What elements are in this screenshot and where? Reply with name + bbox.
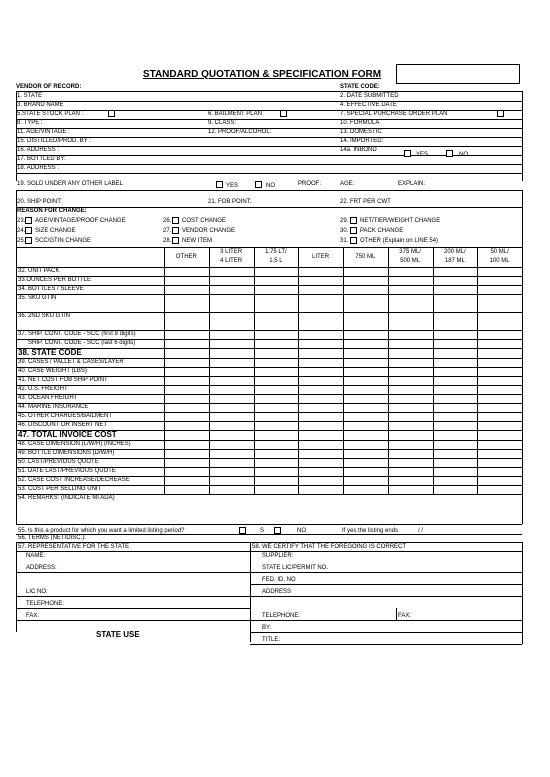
- rule-line: [16, 190, 522, 191]
- rule-line: [254, 247, 255, 494]
- yes-label: YES: [416, 152, 429, 158]
- rule-line: [298, 247, 299, 494]
- vendor-label: VENDOR OF RECORD:: [16, 84, 82, 90]
- row-label: 44. MARINE INSURANCE: [18, 404, 89, 410]
- right-block-label: FED. ID. NO: [262, 577, 296, 583]
- sold-under-yes-checkbox[interactable]: [216, 181, 223, 188]
- rule-line: [522, 542, 523, 644]
- column-header: 200 ML/: [444, 249, 466, 255]
- reason-label: NEW ITEM: [182, 238, 212, 244]
- rule-line: [16, 312, 522, 313]
- rule-line: [522, 91, 523, 181]
- field-label: 13. DOMESTIC: [340, 129, 382, 135]
- proof-label: PROOF:: [298, 181, 322, 187]
- rule-line: [388, 247, 389, 494]
- rule-line: [16, 276, 522, 277]
- column-header: 3 LITER: [220, 249, 243, 255]
- right-block-label: STATE LIC/PERMIT NO.: [262, 565, 329, 571]
- rule-line: [16, 146, 522, 147]
- special-order-checkbox[interactable]: [497, 110, 504, 117]
- field-label: 9. CLASS:: [208, 120, 237, 126]
- rule-line: [16, 572, 250, 573]
- rule-line: [522, 494, 523, 524]
- rule-line: [16, 367, 522, 368]
- field-label: 14. IMPORTED:: [340, 138, 384, 144]
- ship-point-label: 20. SHIP POINT:: [17, 199, 62, 205]
- rule-line: [16, 385, 522, 386]
- rule-line: [16, 164, 522, 165]
- column-header: 4 LITER: [220, 258, 243, 264]
- row-label: 39. CASES / PALLET & CASES/LAYER: [18, 359, 124, 365]
- row-label: 46. DISCOUNT OR INSERT NET: [18, 422, 108, 428]
- field-label: 4. EFFECTIVE DATE: [340, 102, 397, 108]
- no-label: NO: [297, 528, 306, 534]
- row-label: 35. SKU GTIN: [18, 295, 57, 301]
- rule-line: [16, 534, 522, 535]
- reason-label: AGE/VINTAGE/PROOF CHANGE: [35, 218, 126, 224]
- row-label: 50. LAST/PREVIOUS QUOTE: [18, 459, 99, 465]
- field-label: 1. STATE: [17, 93, 43, 99]
- row-label: 34. BOTTLES / SLEEVE: [18, 286, 84, 292]
- q56-label: 56. TERMS (NET/DISC.):: [18, 535, 86, 541]
- rule-line: [16, 620, 250, 621]
- rule-line: [16, 91, 522, 92]
- inbond-yes-checkbox[interactable]: [404, 150, 411, 157]
- row-label: 41. NET COST FOB SHIP POINT: [18, 377, 108, 383]
- column-header: LITER: [312, 254, 330, 260]
- rule-line: [396, 608, 397, 620]
- column-header: 1.5 L: [269, 258, 283, 264]
- row-label: 53. COST PER SELLING UNIT: [18, 486, 102, 492]
- fob-point-label: 21. FOB POINT:: [208, 199, 252, 205]
- row-label: 37. SHIP. CONT. CODE - SCC (first 8 digits): [18, 331, 136, 337]
- rule-line: [209, 247, 210, 494]
- date-slashes: / /: [418, 528, 424, 534]
- sold-under-label: 19. SOLD UNDER ANY OTHER LABEL: [17, 181, 123, 187]
- rule-line: [16, 285, 522, 286]
- column-header: 100 ML: [489, 258, 510, 264]
- inbond-no-checkbox[interactable]: [446, 150, 453, 157]
- row-label: 48. CASE DIMENSION (L/W/H) (INCHES): [18, 441, 131, 447]
- column-header: 1.75 LT/: [265, 249, 287, 255]
- reason-label: OTHER (Explain on LINE 54): [360, 238, 439, 244]
- rule-line: [164, 247, 165, 494]
- reason-label: SCC/GTIN CHANGE: [35, 238, 92, 244]
- explain-label: EXPLAIN:: [398, 181, 426, 187]
- no-label: NO: [266, 183, 275, 189]
- field-label: 16. ADDRESS :: [17, 147, 60, 153]
- field-label: 5.STATE STOCK PLAN :: [17, 111, 84, 117]
- rule-line: [522, 190, 523, 247]
- rule-line: [16, 119, 522, 120]
- reason-number: 30.: [340, 228, 349, 234]
- rule-line: [250, 620, 522, 621]
- rule-line: [433, 247, 434, 494]
- frt-label: 22. FRT PER CWT: [340, 199, 391, 205]
- column-header: 500 ML: [400, 258, 421, 264]
- rule-line: [250, 632, 522, 633]
- stock-plan-checkbox[interactable]: [108, 110, 115, 117]
- reason-checkbox[interactable]: [172, 237, 179, 244]
- column-header: 50 ML/: [490, 249, 509, 255]
- rule-line: [16, 542, 17, 632]
- row-label: 49. BOTTLE DIMENSIONS (D/W/H): [18, 450, 115, 456]
- reason-number: 25.: [17, 238, 26, 244]
- rule-line: [16, 190, 17, 247]
- right-block-label: SUPPLIER:: [262, 553, 294, 559]
- state-use-label: STATE USE: [96, 630, 140, 639]
- rule-line: [16, 524, 522, 525]
- left-block-label: FAX:: [26, 613, 40, 619]
- right-block-label: TELEPHONE:: [262, 613, 301, 619]
- bailment-plan-checkbox[interactable]: [280, 110, 287, 117]
- field-label: 7. SPECIAL PURCHASE ORDER PLAN: [340, 111, 448, 117]
- age-label: AGE:: [340, 181, 355, 187]
- q58-label: 58. WE CERTIFY THAT THE FOREGOING IS CORRECT: [252, 544, 407, 550]
- column-header: 375 ML/: [399, 249, 421, 255]
- row-label: 33.OUNCES PER BOTTLE: [18, 277, 92, 283]
- q57-label: 57. REPRESENTATIVE FOR THE STATE: [18, 544, 130, 550]
- limited-yes-checkbox[interactable]: [239, 527, 246, 534]
- limited-no-checkbox[interactable]: [274, 527, 281, 534]
- yes-label: S: [260, 528, 265, 534]
- rule-line: [250, 584, 522, 585]
- reason-number: 23.: [17, 218, 26, 224]
- rule-line: [250, 542, 251, 642]
- rule-line: [16, 247, 17, 494]
- left-block-label: LIC NO:: [26, 589, 48, 595]
- row-label: 47. TOTAL INVOICE COST: [18, 430, 117, 439]
- rule-line: [250, 572, 522, 573]
- reason-label: NET/TIER/WEIGHT CHANGE: [360, 218, 441, 224]
- field-label: 6. BAILMENT PLAN: [208, 111, 262, 117]
- rule-line: [16, 267, 522, 268]
- reason-checkbox[interactable]: [350, 227, 357, 234]
- left-block-label: TELEPHONE:: [26, 601, 65, 607]
- row-label: 40. CASE WEIGHT (LBS): [18, 368, 87, 374]
- reason-label: PACK CHANGE: [360, 228, 404, 234]
- row-label: 43. OCEAN FREIGHT: [18, 395, 78, 401]
- column-header: OTHER: [175, 254, 197, 260]
- left-block-label: ADDRESS:: [26, 565, 57, 571]
- rule-line: [16, 137, 522, 138]
- row-label: 42. U.S. FREIGHT: [18, 386, 68, 392]
- field-label: 8. TYPE :: [17, 120, 43, 126]
- reason-label: VENDOR CHANGE: [182, 228, 236, 234]
- reason-checkbox[interactable]: [25, 217, 32, 224]
- column-header: 750 ML: [355, 254, 376, 260]
- title-box: [396, 64, 520, 84]
- no-label: NO: [459, 152, 468, 158]
- row-label: 45. OTHER CHARGES/BAILMENT: [18, 413, 113, 419]
- form-title: STANDARD QUOTATION & SPECIFICATION FORM: [142, 69, 382, 80]
- right-block-label: BY:: [262, 625, 272, 631]
- reason-checkbox[interactable]: [172, 217, 179, 224]
- field-label: 15. DISTILLED/PROD. BY :: [17, 138, 91, 144]
- reason-label: COST CHANGE: [182, 218, 226, 224]
- field-label: 12. PROOF/ALCOHOL:: [208, 129, 272, 135]
- field-label: 2. DATE SUBMITTED: [340, 93, 399, 99]
- row-label: 32. UNIT PACK: [18, 268, 60, 274]
- reason-checkbox[interactable]: [25, 237, 32, 244]
- reason-number: 29.: [340, 218, 349, 224]
- right-block-label: ADDRESS: [262, 589, 292, 595]
- rule-line: [250, 644, 522, 645]
- reason-checkbox[interactable]: [350, 237, 357, 244]
- right-block-label: TITLE:: [262, 637, 281, 643]
- field-label: 18. ADDRESS :: [17, 165, 60, 171]
- rule-line: [16, 91, 17, 181]
- rule-line: [16, 247, 522, 248]
- row-label: SHIP. CONT. CODE - SCC (last 6 digits): [28, 340, 136, 346]
- rule-line: [477, 247, 478, 494]
- yes-label: YES: [226, 183, 239, 189]
- field-label: 11. AGE/VINTAGE :: [17, 129, 70, 135]
- reason-checkbox[interactable]: [350, 217, 357, 224]
- left-block-label: NAME:: [26, 553, 46, 559]
- row-label: 52. CASE COST INCREASE/DECREASE: [18, 477, 130, 483]
- rule-line: [16, 596, 250, 597]
- rule-line: [16, 608, 250, 609]
- rule-line: [16, 294, 522, 295]
- state-code-label: STATE CODE:: [340, 84, 380, 90]
- rule-line: [16, 101, 522, 102]
- rule-line: [16, 494, 17, 524]
- sold-under-no-checkbox[interactable]: [255, 181, 262, 188]
- reason-number: 24.: [17, 228, 26, 234]
- rule-line: [16, 207, 522, 208]
- row-label: 38. STATE CODE: [18, 348, 82, 357]
- row-label: 36. 2ND SKU GTIN: [18, 313, 71, 319]
- column-header: 187 ML: [444, 258, 465, 264]
- reason-number: 28.: [163, 238, 172, 244]
- field-label: 14a. INBOND: [340, 147, 377, 153]
- fax-label: FAX:: [398, 613, 412, 619]
- rule-line: [16, 542, 522, 543]
- rule-line: [16, 173, 522, 174]
- rule-line: [250, 596, 522, 597]
- rule-line: [522, 247, 523, 494]
- reason-checkbox[interactable]: [25, 227, 32, 234]
- remarks-label: 54. REMARKS: (INDICATE MI ADA): [18, 495, 115, 501]
- rule-line: [16, 551, 522, 552]
- rule-line: [16, 394, 522, 395]
- row-label: 51. DATE LAST/PREVIOUS QUOTE: [18, 468, 116, 474]
- reason-checkbox[interactable]: [172, 227, 179, 234]
- reason-number: 31.: [340, 238, 349, 244]
- reason-number: 27.: [163, 228, 172, 234]
- reason-label: REASON FOR CHANGE:: [17, 208, 87, 214]
- reason-label: SIZE CHANGE: [35, 228, 76, 234]
- rule-line: [16, 348, 522, 349]
- q55-label: 55. Is this a product for which you want a limited listing period?: [18, 528, 185, 534]
- field-label: 3. BRAND NAME: [17, 102, 64, 108]
- reason-number: 26.: [163, 218, 172, 224]
- rule-line: [16, 403, 522, 404]
- listing-ends-label: If yes the listing ends: [342, 528, 399, 534]
- field-label: 10. FORMULA: [340, 120, 380, 126]
- rule-line: [343, 247, 344, 494]
- field-label: 17. BOTTLED BY:: [17, 156, 66, 162]
